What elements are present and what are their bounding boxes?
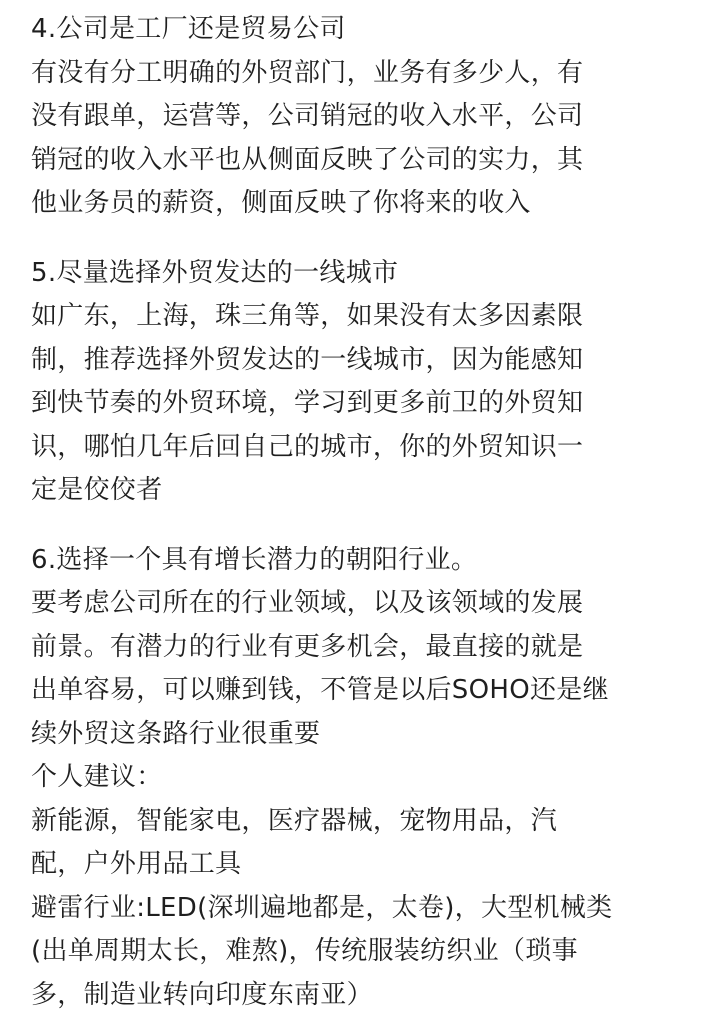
- paragraph-line: 续外贸这条路行业很重要: [31, 713, 703, 757]
- paragraph-line: 避雷行业:LED(深圳遍地都是，太卷)，大型机械类: [31, 887, 703, 931]
- paragraph-line: 出单容易，可以赚到钱，不管是以后SOHO还是继: [31, 669, 703, 713]
- paragraph-line: 前景。有潜力的行业有更多机会，最直接的就是: [31, 626, 703, 670]
- paragraph-line: 要考虑公司所在的行业领域，以及该领域的发展: [31, 582, 703, 626]
- paragraph-line: 销冠的收入水平也从侧面反映了公司的实力，其: [31, 139, 703, 183]
- section-company-type: [31, 8, 703, 226]
- section-growth-industry: [31, 539, 703, 1017]
- paragraph-line: 个人建议：: [31, 756, 703, 800]
- paragraph-line: (出单周期太长，难熬)，传统服装纺织业（琐事: [31, 930, 703, 974]
- paragraph-line: 有没有分工明确的外贸部门，业务有多少人，有: [31, 52, 703, 96]
- paragraph-line: 如广东，上海，珠三角等，如果没有太多因素限: [31, 295, 703, 339]
- paragraph-line: 到快节奏的外贸环境，学习到更多前卫的外贸知: [31, 382, 703, 426]
- paragraph-line: 识，哪怕几年后回自己的城市，你的外贸知识一: [31, 426, 703, 470]
- paragraph-line: 制，推荐选择外贸发达的一线城市，因为能感知: [31, 339, 703, 383]
- paragraph-line: 定是佼佼者: [31, 469, 703, 513]
- paragraph-line: 新能源，智能家电，医疗器械，宠物用品，汽: [31, 800, 703, 844]
- section-heading: 4.公司是工厂还是贸易公司: [31, 8, 703, 52]
- section-first-tier-city: [31, 252, 703, 513]
- paragraph-line: 没有跟单，运营等，公司销冠的收入水平，公司: [31, 95, 703, 139]
- article-body: [31, 8, 703, 1017]
- paragraph-line: 多，制造业转向印度东南亚）: [31, 974, 703, 1017]
- section-heading: 6.选择一个具有增长潜力的朝阳行业。: [31, 539, 703, 583]
- section-heading: 5.尽量选择外贸发达的一线城市: [31, 252, 703, 296]
- paragraph-line: 配，户外用品工具: [31, 843, 703, 887]
- paragraph-line: 他业务员的薪资，侧面反映了你将来的收入: [31, 182, 703, 226]
